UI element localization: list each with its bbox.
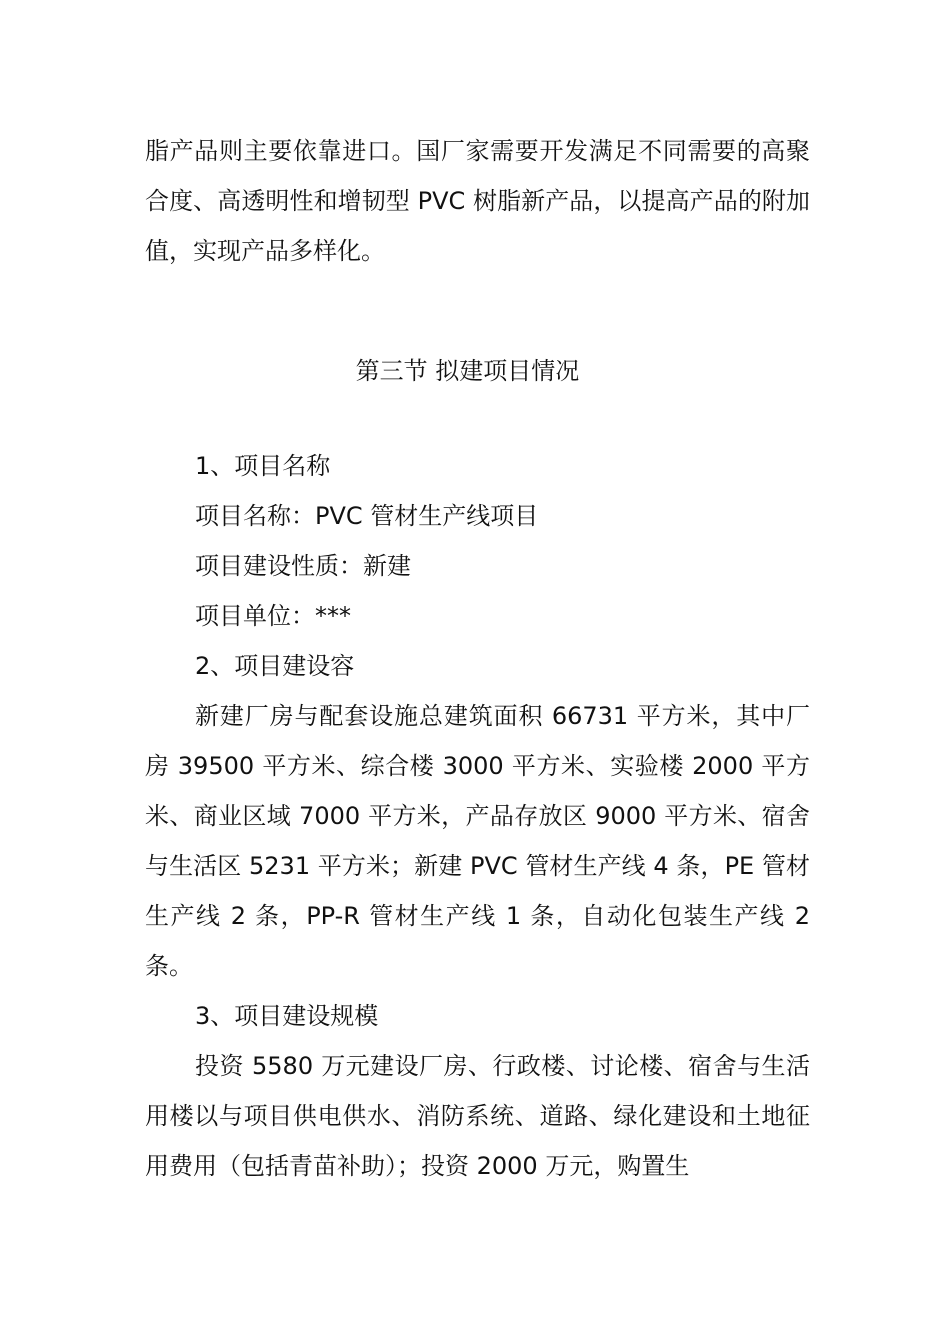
project-name-line: 项目名称：PVC 管材生产线项目: [195, 502, 539, 530]
item-heading-3: 3、项目建设规模: [195, 1002, 379, 1030]
intro-paragraph: 脂产品则主要依靠进口。国厂家需要开发满足不同需要的高聚合度、高透明性和增韧型 PVC 树脂新产品，以提高产品的附加值，实现产品多样化。: [145, 137, 810, 265]
construction-scale-paragraph: 投资 5580 万元建设厂房、行政楼、讨论楼、宿舍与生活用楼以与项目供电供水、消防系统、道路、绿化建设和土地征用费用（包括青苗补助）；投资 2000 万元，购置生: [145, 1052, 810, 1180]
item-heading-1: 1、项目名称: [195, 452, 331, 480]
item-heading-2: 2、项目建设容: [195, 652, 355, 680]
section-title: 第三节 拟建项目情况: [355, 357, 580, 385]
project-unit-line: 项目单位：***: [195, 602, 351, 630]
construction-content-paragraph: 新建厂房与配套设施总建筑面积 66731 平方米，其中厂房 39500 平方米、综合楼 3000 平方米、实验楼 2000 平方米、商业区域 7000 平方米，产品存放区 9000 平方米、宿舍与生活区 5231 平方米；新建 PVC 管材生产线 4 条，PE 管材生产线 2 条，PP-R 管材生产线 1 条，自动化包装生产线 2 条。: [145, 702, 810, 980]
spacer: [145, 396, 810, 441]
project-nature-line: 项目建设性质：新建: [195, 552, 411, 580]
document-page: [145, 126, 810, 1191]
